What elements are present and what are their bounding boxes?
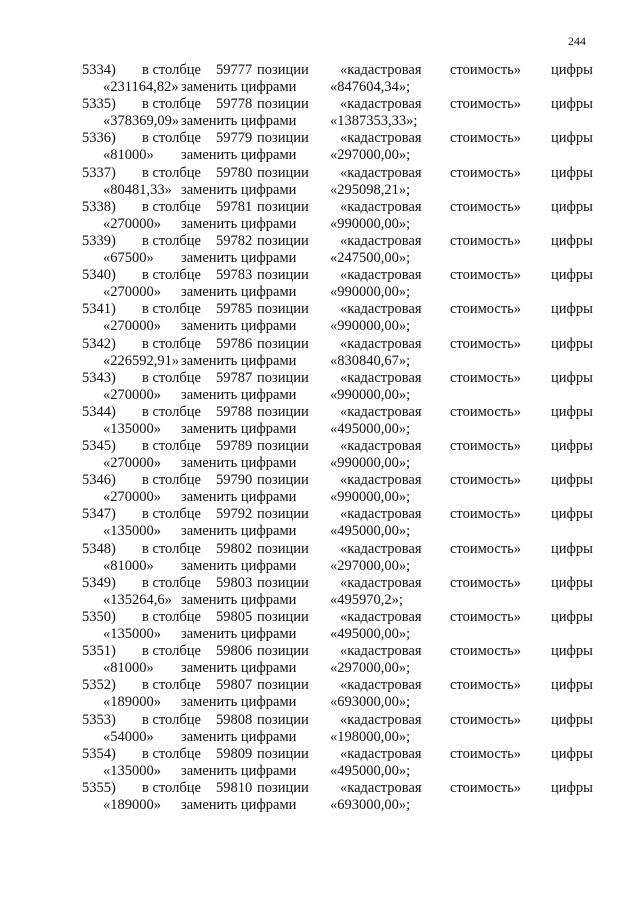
- cadastral-label: «кадастровая: [340, 677, 422, 694]
- replace-label: заменить цифрами: [181, 762, 297, 779]
- cost-label: стоимость»: [450, 745, 522, 762]
- cadastral-label: «кадастровая: [340, 198, 422, 215]
- digits-label: цифры: [551, 540, 593, 557]
- old-value: «81000»: [103, 557, 154, 574]
- amendment-entry: [0, 96, 640, 130]
- cost-label: стоимость»: [450, 164, 522, 181]
- amendment-entry: [0, 609, 640, 643]
- cadastral-label: «кадастровая: [340, 711, 422, 728]
- replace-label: заменить цифрами: [181, 249, 297, 266]
- positions-label: позиции: [257, 540, 309, 557]
- new-value: «990000,00»;: [330, 215, 411, 232]
- digits-label: цифры: [551, 62, 593, 78]
- column-number: 59805: [216, 609, 253, 625]
- entry-number: 5353): [82, 711, 116, 728]
- old-value: «80481,33»: [103, 181, 172, 198]
- replace-label: заменить цифрами: [181, 181, 297, 198]
- amendment-entry: [0, 370, 640, 404]
- column-number: 59809: [216, 745, 253, 762]
- cadastral-label: «кадастровая: [340, 164, 422, 181]
- old-value: «81000»: [103, 660, 154, 677]
- cadastral-label: «кадастровая: [340, 574, 422, 591]
- digits-label: цифры: [551, 472, 593, 489]
- entry-number: 5351): [82, 643, 116, 660]
- replace-label: заменить цифрами: [181, 147, 297, 164]
- amendment-entry: [0, 301, 640, 335]
- old-value: «67500»: [103, 249, 154, 266]
- positions-label: позиции: [257, 301, 309, 318]
- old-value: «135000»: [103, 626, 161, 642]
- digits-label: цифры: [551, 779, 593, 796]
- entry-number: 5339): [82, 232, 116, 249]
- digits-label: цифры: [551, 96, 593, 113]
- column-number: 59781: [216, 198, 253, 215]
- new-value: «198000,00»;: [330, 728, 411, 745]
- old-value: «135000»: [103, 420, 161, 437]
- entry-number: 5345): [82, 438, 116, 455]
- amendment-entry: [0, 438, 640, 472]
- old-value: «189000»: [103, 796, 161, 813]
- old-value: «54000»: [103, 728, 154, 745]
- old-value: «135264,6»: [103, 591, 172, 608]
- column-number: 59790: [216, 472, 253, 489]
- column-number: 59802: [216, 540, 253, 557]
- positions-label: позиции: [257, 472, 309, 489]
- replace-label: заменить цифрами: [181, 591, 297, 608]
- positions-label: позиции: [257, 745, 309, 762]
- positions-label: позиции: [257, 232, 309, 249]
- digits-label: цифры: [551, 574, 593, 591]
- entry-number: 5334): [82, 62, 116, 78]
- column-label: в столбце: [142, 369, 201, 386]
- column-label: в столбце: [142, 438, 201, 455]
- column-label: в столбце: [142, 677, 201, 694]
- cadastral-label: «кадастровая: [340, 369, 422, 386]
- positions-label: позиции: [257, 403, 309, 420]
- positions-label: позиции: [257, 609, 309, 625]
- amendment-entry: [0, 575, 640, 609]
- positions-label: позиции: [257, 96, 309, 113]
- entry-number: 5337): [82, 164, 116, 181]
- cadastral-label: «кадастровая: [340, 745, 422, 762]
- column-label: в столбце: [142, 643, 201, 660]
- entry-number: 5355): [82, 779, 116, 796]
- new-value: «990000,00»;: [330, 455, 411, 472]
- cost-label: стоимость»: [450, 403, 522, 420]
- digits-label: цифры: [551, 711, 593, 728]
- amendment-entry: [0, 267, 640, 301]
- new-value: «1387353,33»;: [330, 113, 418, 130]
- column-number: 59787: [216, 369, 253, 386]
- replace-label: заменить цифрами: [181, 386, 297, 403]
- positions-label: позиции: [257, 438, 309, 455]
- replace-label: заменить цифрами: [181, 694, 297, 711]
- positions-label: позиции: [257, 130, 309, 147]
- cadastral-label: «кадастровая: [340, 506, 422, 523]
- new-value: «495000,00»;: [330, 626, 411, 642]
- digits-label: цифры: [551, 677, 593, 694]
- digits-label: цифры: [551, 130, 593, 147]
- entry-number: 5335): [82, 96, 116, 113]
- amendment-entry: [0, 130, 640, 164]
- replace-label: заменить цифрами: [181, 318, 297, 335]
- new-value: «297000,00»;: [330, 557, 411, 574]
- new-value: «990000,00»;: [330, 318, 411, 335]
- entry-number: 5344): [82, 403, 116, 420]
- column-number: 59786: [216, 335, 253, 352]
- entry-number: 5341): [82, 301, 116, 318]
- entry-number: 5342): [82, 335, 116, 352]
- entry-number: 5348): [82, 540, 116, 557]
- column-number: 59792: [216, 506, 253, 523]
- amendment-entry: [0, 677, 640, 711]
- replace-label: заменить цифрами: [181, 79, 297, 95]
- cost-label: стоимость»: [450, 232, 522, 249]
- old-value: «189000»: [103, 694, 161, 711]
- cost-label: стоимость»: [450, 267, 522, 284]
- new-value: «295098,21»;: [330, 181, 411, 198]
- old-value: «270000»: [103, 215, 161, 232]
- replace-label: заменить цифрами: [181, 523, 297, 540]
- positions-label: позиции: [257, 677, 309, 694]
- column-label: в столбце: [142, 335, 201, 352]
- column-label: в столбце: [142, 130, 201, 147]
- column-label: в столбце: [142, 779, 201, 796]
- digits-label: цифры: [551, 438, 593, 455]
- amendment-entry: [0, 643, 640, 677]
- cadastral-label: «кадастровая: [340, 335, 422, 352]
- new-value: «495000,00»;: [330, 762, 411, 779]
- positions-label: позиции: [257, 62, 309, 78]
- column-label: в столбце: [142, 711, 201, 728]
- column-label: в столбце: [142, 472, 201, 489]
- new-value: «297000,00»;: [330, 147, 411, 164]
- column-label: в столбце: [142, 267, 201, 284]
- column-label: в столбце: [142, 96, 201, 113]
- amendment-list: [0, 62, 640, 814]
- cost-label: стоимость»: [450, 540, 522, 557]
- column-number: 59785: [216, 301, 253, 318]
- old-value: «270000»: [103, 386, 161, 403]
- positions-label: позиции: [257, 335, 309, 352]
- cost-label: стоимость»: [450, 438, 522, 455]
- new-value: «847604,34»;: [330, 79, 411, 95]
- old-value: «81000»: [103, 147, 154, 164]
- replace-label: заменить цифрами: [181, 215, 297, 232]
- cadastral-label: «кадастровая: [340, 267, 422, 284]
- page-number: 244: [568, 34, 586, 48]
- column-number: 59778: [216, 96, 253, 113]
- cost-label: стоимость»: [450, 711, 522, 728]
- column-number: 59780: [216, 164, 253, 181]
- old-value: «270000»: [103, 489, 161, 506]
- cost-label: стоимость»: [450, 677, 522, 694]
- column-number: 59779: [216, 130, 253, 147]
- digits-label: цифры: [551, 643, 593, 660]
- old-value: «226592,91»: [103, 352, 180, 369]
- column-label: в столбце: [142, 62, 201, 78]
- cadastral-label: «кадастровая: [340, 438, 422, 455]
- column-number: 59810: [216, 779, 253, 796]
- column-number: 59806: [216, 643, 253, 660]
- cost-label: стоимость»: [450, 609, 522, 625]
- column-label: в столбце: [142, 609, 201, 625]
- amendment-entry: [0, 62, 640, 96]
- column-number: 59777: [216, 62, 253, 78]
- amendment-entry: [0, 165, 640, 199]
- cadastral-label: «кадастровая: [340, 403, 422, 420]
- amendment-entry: [0, 404, 640, 438]
- entry-number: 5336): [82, 130, 116, 147]
- digits-label: цифры: [551, 609, 593, 625]
- new-value: «495000,00»;: [330, 420, 411, 437]
- positions-label: позиции: [257, 198, 309, 215]
- amendment-entry: [0, 541, 640, 575]
- digits-label: цифры: [551, 335, 593, 352]
- cost-label: стоимость»: [450, 506, 522, 523]
- cost-label: стоимость»: [450, 301, 522, 318]
- cadastral-label: «кадастровая: [340, 779, 422, 796]
- new-value: «693000,00»;: [330, 796, 411, 813]
- column-number: 59789: [216, 438, 253, 455]
- new-value: «297000,00»;: [330, 660, 411, 677]
- digits-label: цифры: [551, 403, 593, 420]
- replace-label: заменить цифрами: [181, 796, 297, 813]
- entry-number: 5349): [82, 574, 116, 591]
- new-value: «990000,00»;: [330, 386, 411, 403]
- positions-label: позиции: [257, 779, 309, 796]
- column-number: 59788: [216, 403, 253, 420]
- cadastral-label: «кадастровая: [340, 643, 422, 660]
- column-number: 59803: [216, 574, 253, 591]
- positions-label: позиции: [257, 574, 309, 591]
- column-label: в столбце: [142, 506, 201, 523]
- entry-number: 5354): [82, 745, 116, 762]
- replace-label: заменить цифрами: [181, 728, 297, 745]
- cadastral-label: «кадастровая: [340, 62, 422, 78]
- digits-label: цифры: [551, 369, 593, 386]
- cost-label: стоимость»: [450, 574, 522, 591]
- replace-label: заменить цифрами: [181, 660, 297, 677]
- digits-label: цифры: [551, 745, 593, 762]
- cadastral-label: «кадастровая: [340, 472, 422, 489]
- cost-label: стоимость»: [450, 643, 522, 660]
- old-value: «378369,09»: [103, 113, 180, 130]
- positions-label: позиции: [257, 643, 309, 660]
- cadastral-label: «кадастровая: [340, 609, 422, 625]
- replace-label: заменить цифрами: [181, 420, 297, 437]
- old-value: «270000»: [103, 318, 161, 335]
- amendment-entry: [0, 746, 640, 780]
- new-value: «495000,00»;: [330, 523, 411, 540]
- entry-number: 5343): [82, 369, 116, 386]
- replace-label: заменить цифрами: [181, 489, 297, 506]
- entry-number: 5340): [82, 267, 116, 284]
- positions-label: позиции: [257, 506, 309, 523]
- amendment-entry: [0, 712, 640, 746]
- digits-label: цифры: [551, 232, 593, 249]
- entry-number: 5338): [82, 198, 116, 215]
- entry-number: 5352): [82, 677, 116, 694]
- old-value: «135000»: [103, 762, 161, 779]
- amendment-entry: [0, 199, 640, 233]
- cost-label: стоимость»: [450, 472, 522, 489]
- old-value: «135000»: [103, 523, 161, 540]
- amendment-entry: [0, 336, 640, 370]
- replace-label: заменить цифрами: [181, 455, 297, 472]
- column-label: в столбце: [142, 198, 201, 215]
- column-label: в столбце: [142, 403, 201, 420]
- old-value: «231164,82»: [103, 79, 179, 95]
- cadastral-label: «кадастровая: [340, 301, 422, 318]
- cadastral-label: «кадастровая: [340, 232, 422, 249]
- amendment-entry: [0, 506, 640, 540]
- old-value: «270000»: [103, 455, 161, 472]
- amendment-entry: [0, 780, 640, 814]
- cadastral-label: «кадастровая: [340, 130, 422, 147]
- new-value: «247500,00»;: [330, 249, 411, 266]
- column-label: в столбце: [142, 301, 201, 318]
- digits-label: цифры: [551, 301, 593, 318]
- positions-label: позиции: [257, 369, 309, 386]
- positions-label: позиции: [257, 267, 309, 284]
- entry-number: 5347): [82, 506, 116, 523]
- new-value: «693000,00»;: [330, 694, 411, 711]
- entry-number: 5346): [82, 472, 116, 489]
- new-value: «990000,00»;: [330, 284, 411, 301]
- column-number: 59783: [216, 267, 253, 284]
- replace-label: заменить цифрами: [181, 626, 297, 642]
- column-label: в столбце: [142, 574, 201, 591]
- column-label: в столбце: [142, 540, 201, 557]
- replace-label: заменить цифрами: [181, 352, 297, 369]
- cost-label: стоимость»: [450, 335, 522, 352]
- cadastral-label: «кадастровая: [340, 540, 422, 557]
- column-number: 59808: [216, 711, 253, 728]
- digits-label: цифры: [551, 506, 593, 523]
- new-value: «990000,00»;: [330, 489, 411, 506]
- digits-label: цифры: [551, 164, 593, 181]
- cost-label: стоимость»: [450, 130, 522, 147]
- replace-label: заменить цифрами: [181, 113, 297, 130]
- column-number: 59807: [216, 677, 253, 694]
- amendment-entry: [0, 233, 640, 267]
- column-number: 59782: [216, 232, 253, 249]
- digits-label: цифры: [551, 267, 593, 284]
- digits-label: цифры: [551, 198, 593, 215]
- amendment-entry: [0, 472, 640, 506]
- positions-label: позиции: [257, 164, 309, 181]
- column-label: в столбце: [142, 232, 201, 249]
- positions-label: позиции: [257, 711, 309, 728]
- replace-label: заменить цифрами: [181, 557, 297, 574]
- cost-label: стоимость»: [450, 198, 522, 215]
- new-value: «830840,67»;: [330, 352, 411, 369]
- cadastral-label: «кадастровая: [340, 96, 422, 113]
- entry-number: 5350): [82, 609, 116, 625]
- replace-label: заменить цифрами: [181, 284, 297, 301]
- cost-label: стоимость»: [450, 779, 522, 796]
- cost-label: стоимость»: [450, 96, 522, 113]
- old-value: «270000»: [103, 284, 161, 301]
- cost-label: стоимость»: [450, 369, 522, 386]
- column-label: в столбце: [142, 164, 201, 181]
- cost-label: стоимость»: [450, 62, 522, 78]
- new-value: «495970,2»;: [330, 591, 403, 608]
- column-label: в столбце: [142, 745, 201, 762]
